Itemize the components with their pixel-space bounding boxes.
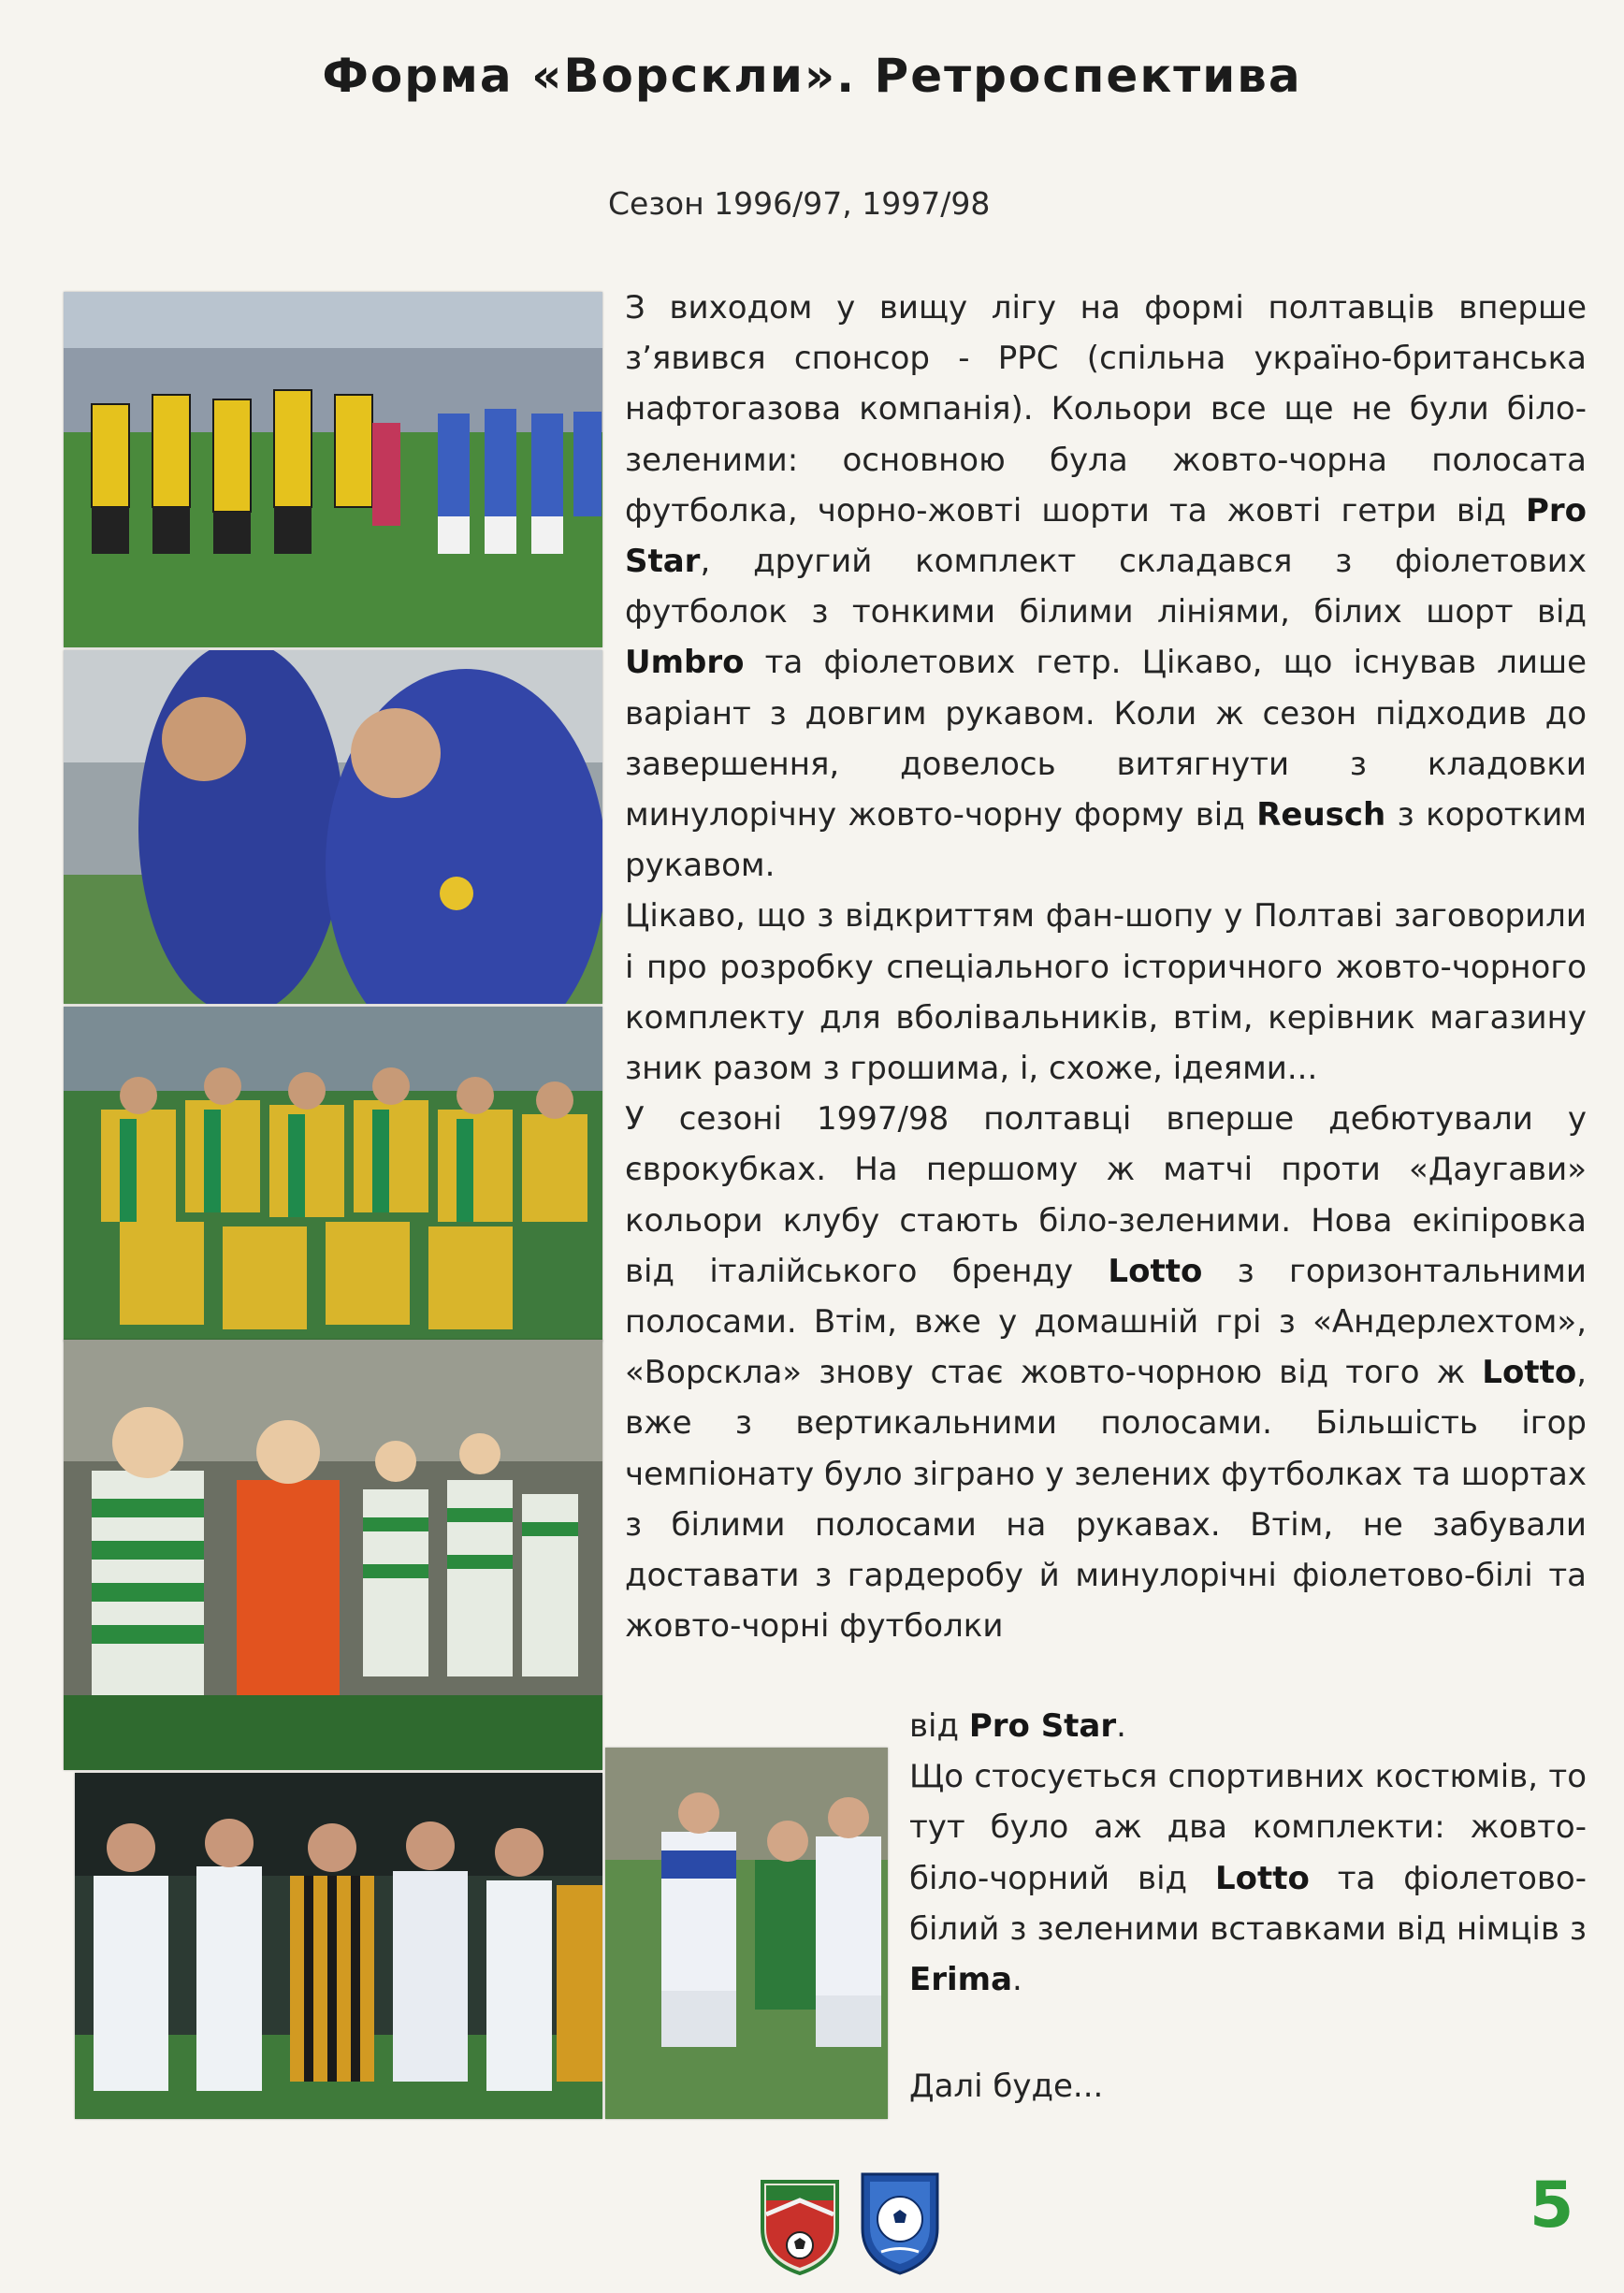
paragraph-3: У сезоні 1997/98 полтавці вперше дебютували у єврокубках. На першому ж матчі проти «Даугави» кольори клубу стають біло-зеленими. Нова екіпіровка від італійського бренду Lotto з горизонтальними полосами. Втім, вже у домашній грі з «Андерлехтом», «Ворскла» знову стає жовто-чорною від того ж Lotto, вже з вертикальними полосами. Більшість ігор чемпіонату було зіграно у зелених футболках та шортах з білими полосами на рукавах. Втім, не забували доставати з гардеробу й минулорічні фіолетово-білі та жовто-чорні футболки: [625, 1100, 1587, 1646]
paragraph-1: З виходом у вищу лігу на формі полтавців вперше з’явився спонсор - PPC (спільна україно-британська нафтогазова компанія). Кольори все ще не були біло-зеленими: основною була жовто-чорна полосата футболка, чорно-жовті шорти та жовті гетри від Pro Star, другий комплект складався з фіолетових футболок з тонкими білими лініями, білих шорт від Umbro та фіолетових гетр. Цікаво, що існував лише варіант з довгим рукавом. Коли ж сезон підходив до завершення, довелось витягнути з кладовки минулорічну жовто-чорну форму від Reusch з коротким рукавом.: [625, 289, 1587, 885]
photo-match-yellow-vs-white: [75, 1773, 602, 2119]
article-text: [625, 283, 1587, 1651]
photo-team-group-scarves: [64, 1007, 602, 1342]
page-title: Форма «Ворскли». Ретроспектива: [322, 49, 1302, 103]
chornomorets-logo: [853, 2163, 947, 2275]
article-text-narrow: [909, 1701, 1587, 2005]
brand-name: Pro Star: [968, 1707, 1117, 1745]
page-number: 5: [1530, 2169, 1574, 2242]
vorskla-logo: [753, 2163, 847, 2275]
brand-name: Lotto: [1214, 1859, 1310, 1897]
paragraph-4: від Pro Star.: [909, 1707, 1126, 1745]
season-subtitle: Сезон 1996/97, 1997/98: [608, 185, 991, 222]
photo-players-walking-out-green: [64, 1340, 602, 1770]
brand-name: Pro Star: [625, 491, 1587, 581]
brand-name: Reusch: [1256, 796, 1386, 834]
photo-players-purple-jackets: [64, 650, 602, 1004]
to-be-continued: Далі буде...: [909, 2068, 1104, 2105]
paragraph-5: Що стосується спортивних костюмів, то тут було аж два комплекти: жовто-біло-чорний від Lotto та фіолетово-білий з зеленими вставками від німців з Erima.: [909, 1758, 1587, 1999]
brand-name: Lotto: [1108, 1252, 1203, 1290]
brand-name: Umbro: [625, 644, 745, 682]
photo-team-lineup-yellow-black: [64, 292, 602, 647]
brand-name: Erima: [909, 1961, 1013, 1999]
photo-match-green-vs-white: [605, 1748, 888, 2119]
brand-name: Lotto: [1482, 1354, 1577, 1392]
paragraph-2: Цікаво, що з відкриттям фан-шопу у Полтаві заговорили і про розробку спеціального історичного жовто-чорного комплекту для вболівальників, втім, керівник магазину зник разом з грошима, і, схоже, ідеями...: [625, 897, 1587, 1088]
